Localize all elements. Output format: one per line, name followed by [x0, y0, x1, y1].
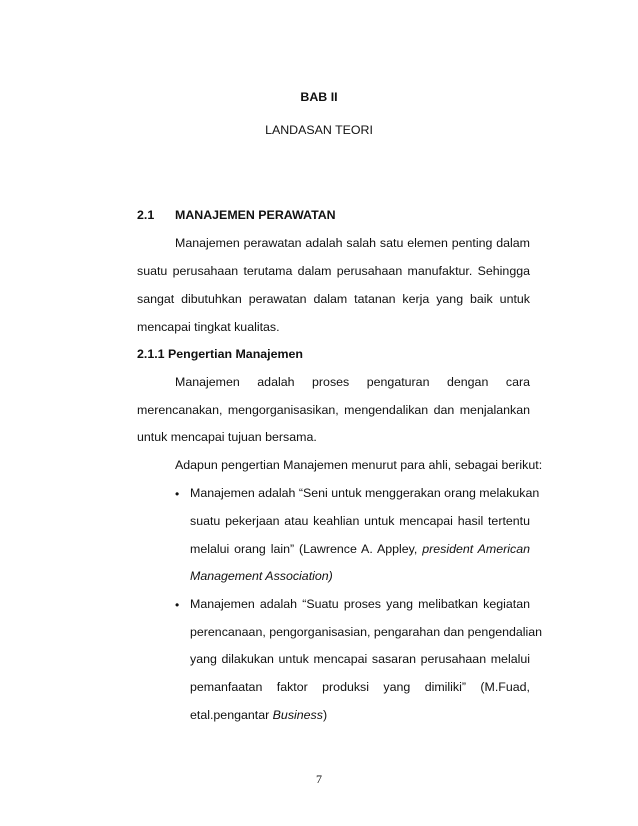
bullet2-line-5-text: etal.pengantar	[190, 708, 273, 722]
subsection-heading: 2.1.1 Pengertian Manajemen	[137, 347, 303, 361]
bullet1-line-4-italic: Management Association)	[190, 569, 333, 583]
subsection-intro: Adapun pengertian Manajemen menurut para ahli, sebagai berikut:	[175, 458, 543, 472]
bullet1-line-3	[190, 542, 530, 556]
bullet1-line-2: suatu pekerjaan atau keahlian untuk mencapai hasil tertentu	[190, 514, 530, 528]
bullet2-line-5	[190, 708, 327, 722]
bullet2-line-1: Manajemen adalah “Suatu proses yang melibatkan kegiatan	[190, 597, 530, 611]
subsection-para-line-2: merencanakan, mengorganisasikan, mengendalikan dan menjalankan	[137, 403, 530, 417]
bullet2-line-2: perencanaan, pengorganisasian, pengarahan dan pengendalian	[190, 625, 543, 639]
section-para-line-3: sangat dibutuhkan perawatan dalam tatanan kerja yang baik untuk	[137, 292, 530, 306]
subsection-para-line-1: Manajemen adalah proses pengaturan dengan cara	[175, 375, 530, 389]
bullet2-line-3: yang dilakukan untuk mencapai sasaran perusahaan melalui	[190, 652, 530, 666]
bullet1-line-3-italic: president American	[422, 542, 530, 556]
section-heading: MANAJEMEN PERAWATAN	[175, 208, 336, 222]
chapter-label: BAB II	[300, 90, 338, 104]
bullet-marker-2: •	[175, 598, 180, 612]
section-para-line-1: Manajemen perawatan adalah salah satu elemen penting dalam	[175, 236, 530, 250]
subsection-para-line-3: untuk mencapai tujuan bersama.	[137, 430, 317, 444]
bullet2-line-5-italic: Business	[272, 708, 323, 722]
section-number: 2.1	[137, 208, 155, 222]
page-number: 7	[316, 772, 322, 786]
bullet2-line-5-end: )	[322, 708, 328, 722]
bullet1-line-4	[190, 569, 333, 583]
bullet2-line-4: pemanfaatan faktor produksi yang dimiliki” (M.Fuad,	[190, 680, 530, 694]
chapter-title: LANDASAN TEORI	[265, 123, 373, 137]
bullet1-line-1: Manajemen adalah “Seni untuk menggerakan orang melakukan	[190, 486, 540, 500]
bullet1-line-3-text: melalui orang lain” (Lawrence A. Appley,	[190, 542, 423, 556]
section-para-line-2: suatu perusahaan terutama dalam perusahaan manufaktur. Sehingga	[137, 264, 530, 278]
bullet-marker-1: •	[175, 487, 180, 501]
section-para-line-4: mencapai tingkat kualitas.	[137, 320, 280, 334]
